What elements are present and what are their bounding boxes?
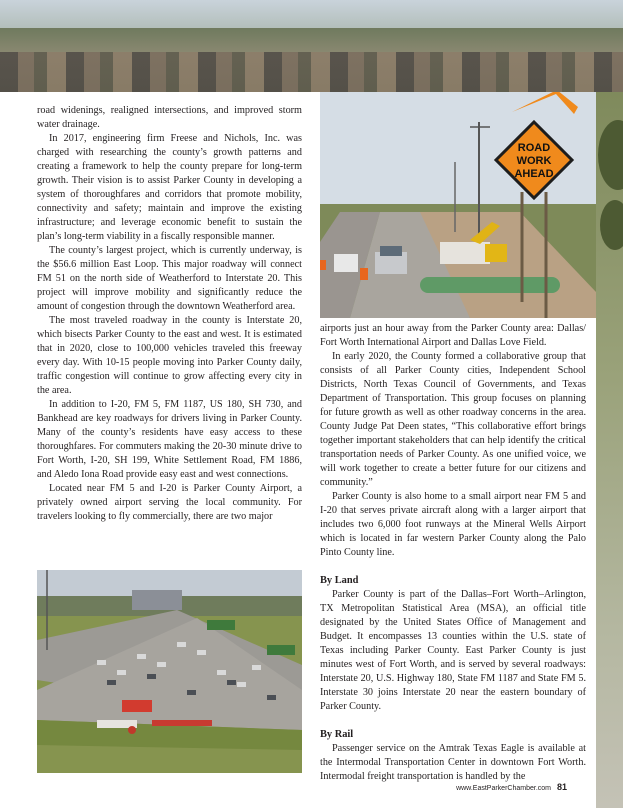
- paragraph: road widenings, realigned intersections, and improved storm water drainage.: [37, 105, 302, 130]
- paragraph: The most traveled roadway in the county is Interstate 20, which bisects Parker County to the east and west. It is estimated that in 2020, close to 100,000 vehicles traveled this freeway every day. With 10-15 people moving into Parker County daily, traffic congestion will continue to grow affecting every city in the area.: [37, 315, 302, 396]
- magazine-page: [0, 92, 596, 808]
- road-sign-line: WORK: [516, 155, 552, 167]
- paragraph: Passenger service on the Amtrak Texas Eagle is available at the Intermodal Transportation Center in downtown Fort Worth. Intermodal freight transportation is handled by the: [320, 743, 586, 782]
- house-rooftops: [0, 52, 623, 92]
- paragraph: In 2017, engineering firm Freese and Nichols, Inc. was charged with researching the county’s growth patterns and creating a framework to help the county prepare for long-term growth. Their vision is to assist Parker County in developing a system of thoroughfares and corridors that promote mobility, connectivity and safety; maintain and improve the existing infrastructure; and leverage economic benefit to sustain the plan’s long-term viability in a fiscally responsible manner.: [37, 133, 302, 242]
- paragraph: airports just an hour away from the Parker County area: Dallas/ Fort Worth International Airport and Dallas Love Field.: [320, 323, 586, 348]
- interstate-photo: [37, 570, 302, 773]
- paragraph: In addition to I-20, FM 5, FM 1187, US 180, SH 730, and Bankhead are key roadways for drivers living in Parker County. Many of the county’s residents have easy access to these thoroughfares. For commuters making the 20-30 minute drive to Fort Worth, I-20, SH 199, White Settlement Road, FM 1886, and Aledo Iona Road provide easy east and west connections.: [37, 399, 302, 480]
- tree: [600, 200, 623, 250]
- page-number: 81: [556, 782, 567, 792]
- paragraph: Parker County is part of the Dallas–Fort Worth–Arlington, TX Metropolitan Statistical Area (MSA), an official title designated by the United States Office of Management and Budget. It encompasses 13 counties within the U.S. state of Texas including Parker County. East Parker County is just minutes west of Fort Worth, and is served by several roadways: Interstate 20, U.S. Highway 180, State FM 1187 and State FM 5. Interstate 30 joins Interstate 20 near the eastern boundary of Parker County.: [320, 589, 586, 712]
- left-column: [37, 104, 302, 524]
- paragraph: In early 2020, the County formed a collaborative group that consists of all Parker County cities, Independent School Districts, North Texas Council of Governments, and Texas Department of Transportation. This group focuses on planning for future growth as well as other roadway concerns in the area. County Judge Pat Deen states, “This collaborative effort brings together important stakeholders that can help identify the critical transportation needs of Parker County. As one unified voice, we will work together to create a better future for our citizens and community.”: [320, 351, 586, 488]
- interstate-scene: [37, 570, 302, 773]
- road-work-scene: [320, 92, 596, 318]
- section-heading-by-land: By Land: [320, 575, 359, 586]
- section-heading-by-rail: By Rail: [320, 729, 354, 740]
- road-sign-line: AHEAD: [514, 168, 554, 180]
- footer-website: www.EastParkerChamber.com: [456, 785, 551, 792]
- right-column: [320, 322, 586, 784]
- road-sign-line: ROAD: [517, 142, 551, 154]
- page-footer: [456, 782, 567, 792]
- paragraph: The county’s largest project, which is currently underway, is the $56.6 million East Loop. This major roadway will connect FM 51 on the north side of Weatherford to Interstate 20. This project will improve mobility and significantly reduce the amount of congestion through the downtown Weatherford area.: [37, 245, 302, 312]
- road-work-photo: [320, 92, 596, 318]
- paragraph: Located near FM 5 and I-20 is Parker County Airport, a privately owned airport serving the local community. For travelers looking to fly commercially, there are two major: [37, 483, 302, 522]
- paragraph: Parker County is also home to a small airport near FM 5 and I-20 that serves private aircraft along with a larger airport that includes two 6,000 foot runways at the Mineral Wells Airport which is located in far western Parker County along the Palo Pinto County line.: [320, 491, 586, 558]
